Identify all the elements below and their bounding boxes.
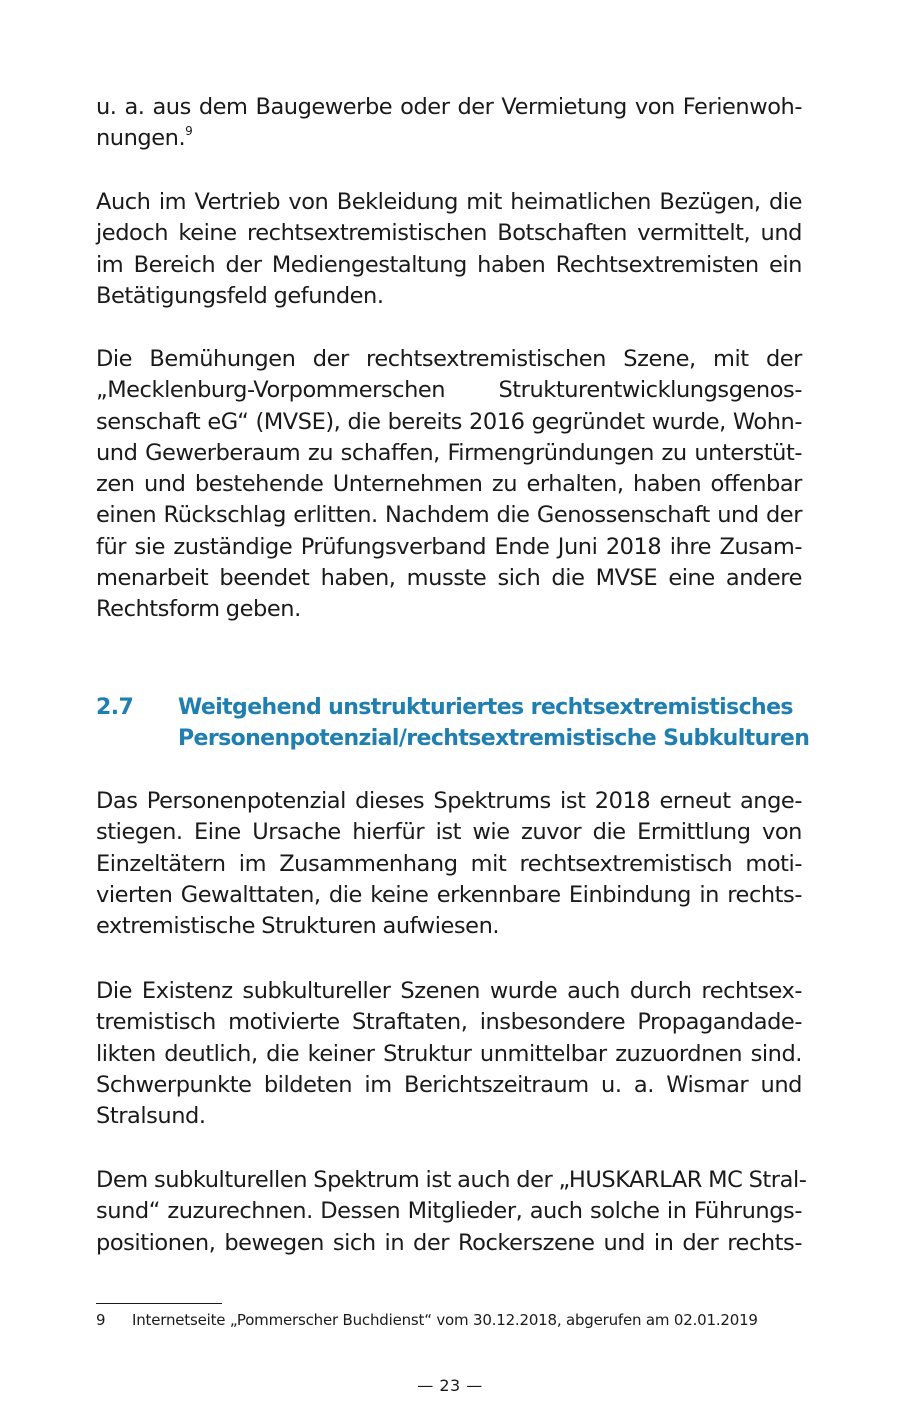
footnote: [96, 1310, 758, 1330]
paragraph-line: „Mecklenburg-Vorpommerschen Strukturentwicklungsgenos-: [96, 377, 802, 404]
paragraph-line: senschaft eG“ (MVSE), die bereits 2016 gegründet wurde, Wohn-: [96, 408, 802, 435]
paragraph-line: Einzeltätern im Zusammenhang mit rechtsextremistisch moti-: [96, 850, 802, 877]
paragraph-line: likten deutlich, die keiner Struktur unmittelbar zuzuordnen sind.: [96, 1040, 802, 1067]
paragraph-line: im Bereich der Mediengestaltung haben Rechtsextremisten ein: [96, 251, 802, 278]
paragraph-line: Betätigungsfeld gefunden.: [96, 282, 384, 309]
paragraph-4: [96, 786, 802, 942]
paragraph-line: zen und bestehende Unternehmen zu erhalten, haben offenbar: [96, 471, 802, 498]
paragraph-line: Auch im Vertrieb von Bekleidung mit heimatlichen Bezügen, die: [96, 189, 802, 215]
paragraph-line: sund“ zuzurechnen. Dessen Mitglieder, auch solche in Führungs-: [96, 1198, 802, 1225]
paragraph-line: Stralsund.: [96, 1103, 206, 1130]
paragraph-line: Dem subkulturellen Spektrum ist auch der „HUSKARLAR MC Stral-: [96, 1167, 807, 1193]
paragraph-line: nungen.$^9$: [96, 124, 193, 152]
paragraph-line: einen Rückschlag erlitten. Nachdem die Genossenschaft und der: [96, 502, 802, 529]
page-number: — 23 —: [417, 1376, 483, 1395]
paragraph-line: vierten Gewalttaten, die keine erkennbare Einbindung in rechts-: [96, 881, 802, 908]
paragraph-line: stiegen. Eine Ursache hierfür ist wie zuvor die Ermittlung von: [96, 819, 802, 846]
paragraph-line: Schwerpunkte bildeten im Berichtszeitraum u. a. Wismar und: [96, 1071, 802, 1098]
section-title-line: Personenpotenzial/rechtsextremistische Subkulturen: [178, 726, 810, 751]
section-number: 2.7: [96, 695, 134, 720]
paragraph-line: positionen, bewegen sich in der Rockerszene und in der rechts-: [96, 1229, 802, 1256]
paragraph-6: [96, 1165, 807, 1259]
paragraph-line: Die Existenz subkultureller Szenen wurde auch durch rechtsex-: [96, 978, 802, 1004]
paragraph-2: [96, 187, 802, 312]
section-title-line: Weitgehend unstrukturiertes rechtsextremistisches: [178, 695, 793, 720]
paragraph-line: jedoch keine rechtsextremistischen Botschaften vermittelt, und: [96, 220, 802, 247]
section-title: [178, 692, 809, 754]
paragraph-line: für sie zuständige Prüfungsverband Ende Juni 2018 ihre Zusam-: [96, 533, 802, 560]
paragraph-line: menarbeit beendet haben, musste sich die MVSE eine andere: [96, 565, 802, 592]
paragraph-line: Rechtsform geben.: [96, 596, 301, 623]
footnote-divider: [96, 1303, 222, 1304]
paragraph-line: und Gewerberaum zu schaffen, Firmengründungen zu unterstüt-: [96, 439, 802, 466]
paragraph-3: [96, 344, 802, 626]
footnote-number: 9: [96, 1311, 106, 1329]
paragraph-line: extremistische Strukturen aufwiesen.: [96, 913, 500, 940]
paragraph-1: [96, 92, 802, 155]
paragraph-5: [96, 976, 802, 1132]
paragraph-line: Die Bemühungen der rechtsextremistischen Szene, mit der: [96, 346, 802, 372]
paragraph-line: u. a. aus dem Baugewerbe oder der Vermietung von Ferienwoh-: [96, 94, 802, 120]
paragraph-line: Das Personenpotenzial dieses Spektrums ist 2018 erneut ange-: [96, 788, 802, 814]
footnote-reference[interactable]: 9: [185, 124, 193, 139]
footnote-text: Internetseite „Pommerscher Buchdienst“ vom 30.12.2018, abgerufen am 02.01.2019: [132, 1311, 758, 1329]
paragraph-line: tremistisch motivierte Straftaten, insbesondere Propagandade-: [96, 1009, 802, 1036]
